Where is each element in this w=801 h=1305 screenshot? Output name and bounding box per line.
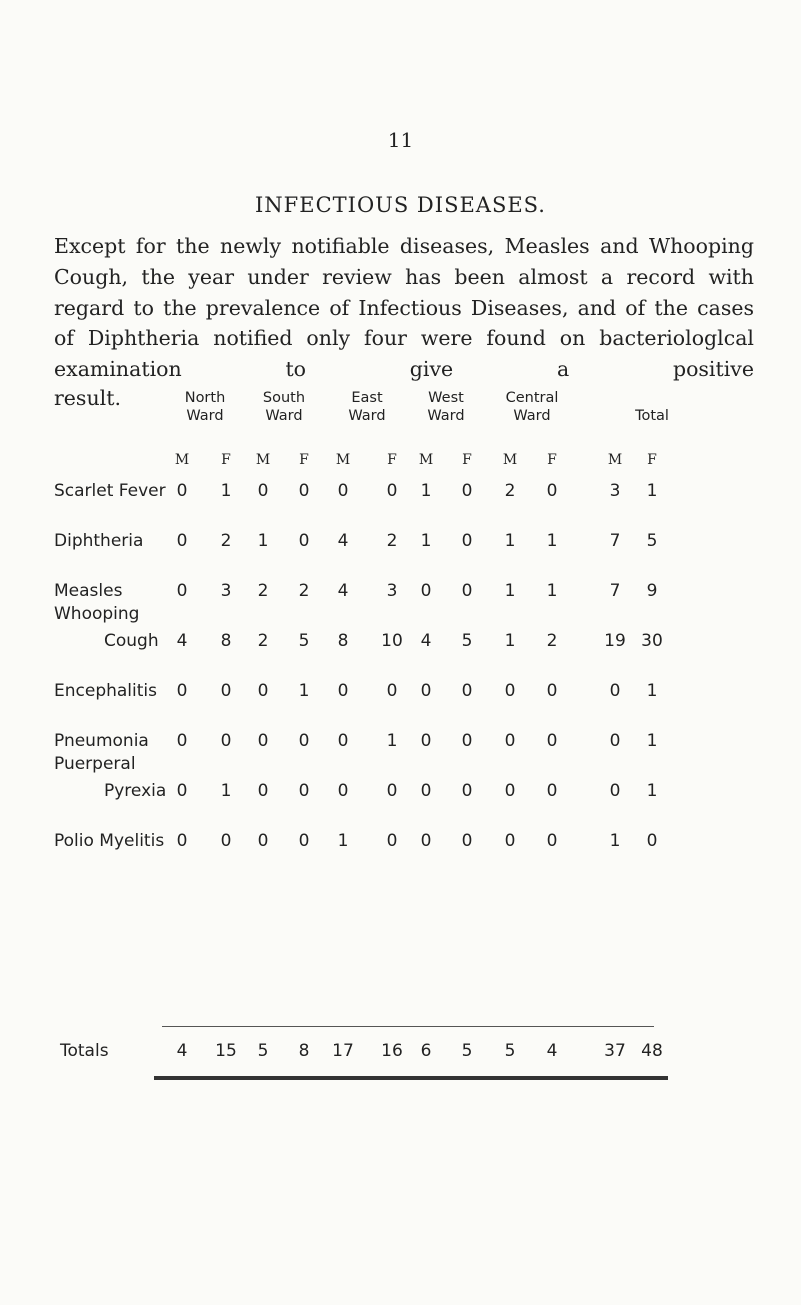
table-cell: 0: [337, 681, 349, 701]
table-cell: 5: [298, 631, 310, 651]
table-cell: 4: [420, 631, 432, 651]
table-cell: 1: [220, 781, 232, 801]
table-cell: 0: [461, 831, 473, 851]
column-header-line2: Ward: [427, 408, 465, 424]
table-cell: 0: [609, 731, 621, 751]
page-number: 11: [387, 128, 414, 152]
table-cell: 19: [604, 631, 626, 651]
table-cell: 0: [257, 681, 269, 701]
row-label-second-line: Pyrexia: [104, 781, 167, 801]
totals-cell: 17: [332, 1041, 354, 1061]
table-cell: 1: [546, 531, 558, 551]
table-cell: 5: [646, 531, 658, 551]
column-header-line1: North: [184, 390, 226, 406]
table-cell: 0: [298, 781, 310, 801]
column-header: [487, 389, 577, 425]
table-cell: 1: [504, 631, 516, 651]
table-cell: 0: [420, 731, 432, 751]
row-label: Measles: [54, 581, 123, 601]
intro-paragraph: Except for the newly notifiable diseases, Measles and Whooping Cough, the year under review has been almost a record with regard to the prevalence of Infectious Diseases, and of the cases of Diphtheria notified only four were found on bacteriologlcal examination to give a positive: [54, 234, 754, 382]
sub-header-f: F: [221, 452, 231, 468]
sub-header-f: F: [299, 452, 309, 468]
table-cell: 0: [504, 781, 516, 801]
table-cell: 0: [504, 831, 516, 851]
table-cell: 0: [257, 731, 269, 751]
column-header-line2: Ward: [265, 408, 303, 424]
table-cell: 3: [220, 581, 232, 601]
table-cell: 1: [257, 531, 269, 551]
table-cell: 3: [609, 481, 621, 501]
table-cell: 2: [257, 631, 269, 651]
bottom-rule: [154, 1076, 668, 1080]
column-header-line1: South: [262, 390, 306, 406]
table-cell: 1: [646, 481, 658, 501]
table-cell: 0: [298, 831, 310, 851]
table-cell: 0: [461, 481, 473, 501]
sub-header-m: M: [335, 452, 351, 468]
totals-cell: 16: [381, 1041, 403, 1061]
table-cell: 7: [609, 531, 621, 551]
table-cell: 4: [337, 531, 349, 551]
table-cell: 0: [386, 781, 398, 801]
table-cell: 0: [461, 581, 473, 601]
row-label: Puerperal: [54, 754, 136, 774]
table-cell: 0: [609, 781, 621, 801]
totals-cell: 48: [641, 1041, 663, 1061]
sub-header-f: F: [547, 452, 557, 468]
table-cell: 0: [504, 681, 516, 701]
table-cell: 0: [337, 781, 349, 801]
table-cell: 1: [420, 531, 432, 551]
table-cell: 2: [386, 531, 398, 551]
table-cell: 9: [646, 581, 658, 601]
table-cell: 1: [504, 581, 516, 601]
table-cell: 5: [461, 631, 473, 651]
table-cell: 8: [220, 631, 232, 651]
table-cell: 0: [461, 681, 473, 701]
totals-rule: [162, 1026, 654, 1027]
table-cell: 0: [504, 731, 516, 751]
table-cell: 0: [646, 831, 658, 851]
table-cell: 0: [176, 831, 188, 851]
table-cell: 1: [220, 481, 232, 501]
column-header: [401, 389, 491, 425]
page-title: INFECTIOUS DISEASES.: [255, 193, 546, 217]
table-cell: 4: [337, 581, 349, 601]
table-cell: 4: [176, 631, 188, 651]
column-header-line2: Total: [635, 408, 669, 424]
totals-cell: 4: [176, 1041, 188, 1061]
column-header-line2: Ward: [513, 408, 551, 424]
table-cell: 0: [337, 731, 349, 751]
sub-header-m: M: [174, 452, 190, 468]
table-cell: 0: [257, 481, 269, 501]
sub-header-m: M: [502, 452, 518, 468]
table-cell: 1: [609, 831, 621, 851]
table-cell: 0: [386, 681, 398, 701]
table-cell: 2: [298, 581, 310, 601]
sub-header-m: M: [607, 452, 623, 468]
table-cell: 0: [461, 781, 473, 801]
column-header-line1: West: [428, 390, 464, 406]
column-header-line2: Ward: [348, 408, 386, 424]
table-cell: 0: [337, 481, 349, 501]
sub-header-m: M: [418, 452, 434, 468]
table-cell: 0: [546, 731, 558, 751]
table-cell: 0: [176, 581, 188, 601]
table-cell: 0: [257, 781, 269, 801]
column-header-line1: Central: [505, 390, 559, 406]
table-cell: 0: [546, 781, 558, 801]
table-cell: 1: [646, 781, 658, 801]
sub-header-f: F: [387, 452, 397, 468]
column-header: [322, 389, 412, 425]
totals-cell: 5: [504, 1041, 516, 1061]
table-cell: 0: [420, 781, 432, 801]
column-header-line1: East: [351, 390, 383, 406]
table-cell: 0: [220, 731, 232, 751]
table-cell: 1: [546, 581, 558, 601]
table-cell: 0: [461, 531, 473, 551]
column-header: [160, 389, 250, 425]
table-cell: 3: [386, 581, 398, 601]
row-label: Whooping: [54, 604, 140, 624]
table-cell: 0: [420, 581, 432, 601]
table-cell: 0: [386, 831, 398, 851]
totals-label: Totals: [60, 1041, 109, 1061]
table-cell: 1: [386, 731, 398, 751]
table-cell: 0: [220, 681, 232, 701]
table-cell: 1: [420, 481, 432, 501]
table-cell: 10: [381, 631, 403, 651]
totals-cell: 37: [604, 1041, 626, 1061]
table-cell: 0: [546, 681, 558, 701]
totals-cell: 8: [298, 1041, 310, 1061]
row-label: Polio Myelitis: [54, 831, 165, 851]
totals-cell: 5: [461, 1041, 473, 1061]
table-cell: 0: [176, 781, 188, 801]
table-cell: 0: [176, 681, 188, 701]
totals-cell: 6: [420, 1041, 432, 1061]
table-cell: 0: [176, 481, 188, 501]
table-cell: 0: [546, 831, 558, 851]
column-header-line1: [607, 389, 697, 407]
table-cell: 0: [257, 831, 269, 851]
table-cell: 2: [546, 631, 558, 651]
table-cell: 0: [461, 731, 473, 751]
table-cell: 0: [609, 681, 621, 701]
table-cell: 7: [609, 581, 621, 601]
table-cell: 0: [176, 531, 188, 551]
intro-paragraph-end: result.: [54, 386, 121, 410]
table-cell: 0: [298, 531, 310, 551]
table-cell: 2: [504, 481, 516, 501]
totals-cell: 5: [257, 1041, 269, 1061]
table-cell: 0: [420, 681, 432, 701]
table-cell: 0: [420, 831, 432, 851]
table-cell: 0: [176, 731, 188, 751]
table-cell: 0: [298, 481, 310, 501]
sub-header-f: F: [462, 452, 472, 468]
sub-header-m: M: [255, 452, 271, 468]
row-label: Pneumonia: [54, 731, 149, 751]
row-label-second-line: Cough: [104, 631, 159, 651]
table-cell: 0: [386, 481, 398, 501]
table-cell: 8: [337, 631, 349, 651]
table-cell: 1: [298, 681, 310, 701]
sub-header-f: F: [647, 452, 657, 468]
column-header-line2: Ward: [186, 408, 224, 424]
row-label: Encephalitis: [54, 681, 157, 701]
table-cell: 1: [646, 731, 658, 751]
table-cell: 1: [504, 531, 516, 551]
row-label: Diphtheria: [54, 531, 144, 551]
totals-cell: 15: [215, 1041, 237, 1061]
table-cell: 30: [641, 631, 663, 651]
column-header: [607, 389, 697, 425]
table-cell: 0: [298, 731, 310, 751]
table-cell: 0: [220, 831, 232, 851]
column-header: [239, 389, 329, 425]
totals-cell: 4: [546, 1041, 558, 1061]
row-label: Scarlet Fever: [54, 481, 166, 501]
table-cell: 2: [257, 581, 269, 601]
table-cell: 2: [220, 531, 232, 551]
table-cell: 1: [646, 681, 658, 701]
table-cell: 1: [337, 831, 349, 851]
table-cell: 0: [546, 481, 558, 501]
